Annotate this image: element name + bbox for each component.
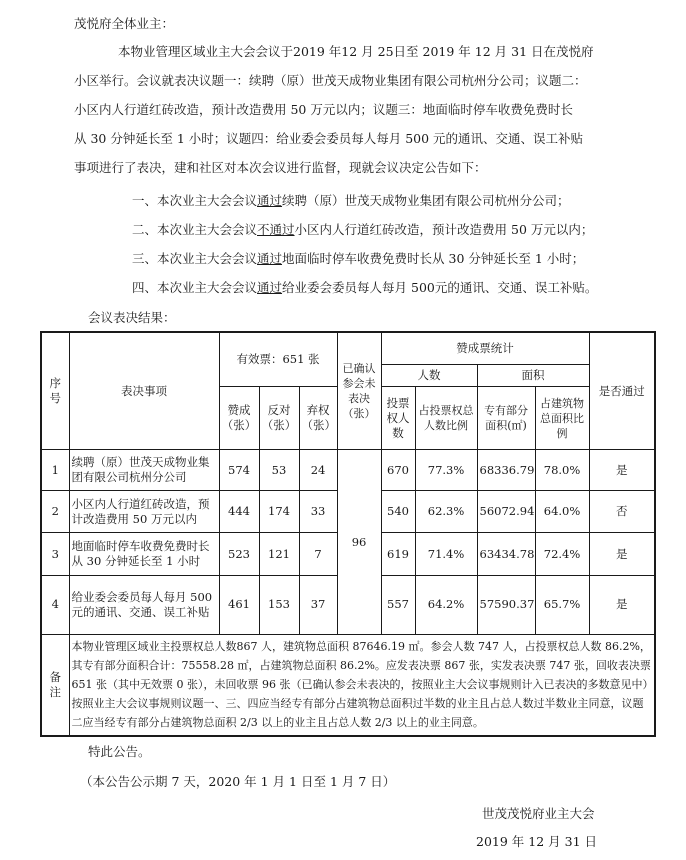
header-area: 面积 xyxy=(477,364,589,386)
row-area: 63434.78 xyxy=(477,533,535,576)
header-confirmed-not-voted: 已确认参会未表决（张） xyxy=(337,332,381,450)
row-item: 续聘（原）世茂天成物业集团有限公司杭州分公司 xyxy=(69,450,219,491)
row-passed: 是 xyxy=(589,533,655,576)
row-item: 地面临时停车收费免费时长从 30 分钟延长至 1 小时 xyxy=(69,533,219,576)
row-area-ratio: 78.0% xyxy=(535,450,589,491)
row-item: 给业委会委员每人每月 500 元的通讯、交通、误工补贴 xyxy=(69,576,219,635)
notice-date: 2019 年 12 月 31 日 xyxy=(476,834,597,849)
decision-result: 通过 xyxy=(257,251,283,266)
header-seq: 序号 xyxy=(41,332,69,450)
decision-result: 不通过 xyxy=(257,222,295,237)
header-exclusive-area: 专有部分面积(㎡) xyxy=(477,387,535,450)
row-abstain: 37 xyxy=(299,576,337,635)
row-oppose: 153 xyxy=(259,576,299,635)
decision-item: 三、本次业主大会会议通过地面临时停车收费免费时长从 30 分钟延长至 1 小时； xyxy=(132,251,585,266)
header-passed: 是否通过 xyxy=(589,332,655,450)
intro-line: 小区举行。会议就表决议题一：续聘（原）世茂天成物业集团有限公司杭州分公司；议题二： xyxy=(74,73,587,88)
header-people-ratio: 占投票权总人数比例 xyxy=(415,387,477,450)
row-approve: 574 xyxy=(219,450,259,491)
confirmed-not-voted-value: 96 xyxy=(337,450,381,635)
row-seq: 4 xyxy=(41,576,69,635)
intro-line: 从 30 分钟延长至 1 小时；议题四：给业委会委员每人每月 500 元的通讯、交通、误工补贴 xyxy=(74,131,584,146)
row-area-ratio: 65.7% xyxy=(535,576,589,635)
row-oppose: 174 xyxy=(259,490,299,533)
row-people-ratio: 64.2% xyxy=(415,576,477,635)
row-area-ratio: 72.4% xyxy=(535,533,589,576)
row-passed: 否 xyxy=(589,490,655,533)
row-area: 68336.79 xyxy=(477,450,535,491)
row-people-ratio: 71.4% xyxy=(415,533,477,576)
signature: 世茂茂悦府业主大会 xyxy=(482,806,595,821)
decision-item: 四、本次业主大会会议通过给业委会委员每人每月 500元的通讯、交通、误工补贴。 xyxy=(132,280,598,295)
row-approve: 523 xyxy=(219,533,259,576)
header-oppose: 反对（张） xyxy=(259,387,299,450)
intro-line: 本物业管理区域业主大会会议于2019 年12 月 25日至 2019 年 12 月 31 日在茂悦府 xyxy=(118,44,594,59)
row-people-ratio: 77.3% xyxy=(415,450,477,491)
row-abstain: 7 xyxy=(299,533,337,576)
decision-result: 通过 xyxy=(257,280,283,295)
row-voters: 670 xyxy=(381,450,415,491)
header-area-ratio: 占建筑物总面积比例 xyxy=(535,387,589,450)
row-approve: 444 xyxy=(219,490,259,533)
header-people: 人数 xyxy=(381,364,477,386)
row-abstain: 24 xyxy=(299,450,337,491)
header-abstain: 弃权（张） xyxy=(299,387,337,450)
header-item: 表决事项 xyxy=(69,332,219,450)
header-vote-holders: 投票权人数 xyxy=(381,387,415,450)
row-voters: 557 xyxy=(381,576,415,635)
row-area: 57590.37 xyxy=(477,576,535,635)
decision-item: 一、本次业主大会会议通过续聘（原）世茂天成物业集团有限公司杭州分公司； xyxy=(132,193,570,208)
row-passed: 是 xyxy=(589,450,655,491)
remarks-text: 本物业管理区域业主投票权总人数867 人，建筑物总面积 87646.19 ㎡。参会人数 747 人，占投票权总人数 86.2%，其专有部分面积合计：75558.28 ㎡，占建筑物总面积 86.2%。应发表决票 867 张，实发表决票 747 张，回收表决票 651 张（其中无效票 0 张），未回收票 96 张（已确认参会未表决的，按照业主大会议事规则计入已表决的多数意见中）按照业主大会议事规则议题一、三、四应当经专有部分占建筑物总面积过半数的业主且占总人数过半数业主同意，议题二应当经专有部分占建筑物总面积 2/3 以上的业主且占总人数 2/3 以上的业主同意。 xyxy=(69,634,655,736)
remarks-label: 备注 xyxy=(41,634,69,736)
closing-text: 特此公告。 xyxy=(88,744,151,759)
row-voters: 619 xyxy=(381,533,415,576)
row-seq: 1 xyxy=(41,450,69,491)
row-item: 小区内人行道红砖改造，预计改造费用 50 万元以内 xyxy=(69,490,219,533)
row-seq: 2 xyxy=(41,490,69,533)
row-oppose: 53 xyxy=(259,450,299,491)
row-people-ratio: 62.3% xyxy=(415,490,477,533)
row-oppose: 121 xyxy=(259,533,299,576)
row-voters: 540 xyxy=(381,490,415,533)
salutation: 茂悦府全体业主： xyxy=(74,16,175,31)
row-seq: 3 xyxy=(41,533,69,576)
row-approve: 461 xyxy=(219,576,259,635)
intro-line: 事项进行了表决，建和社区对本次会议进行监督，现就会议决定公告如下： xyxy=(74,160,487,175)
intro-line: 小区内人行道红砖改造，预计改造费用 50 万元以内；议题三：地面临时停车收费免费时长 xyxy=(74,102,573,117)
row-area-ratio: 64.0% xyxy=(535,490,589,533)
results-title: 会议表决结果： xyxy=(88,310,176,325)
row-area: 56072.94 xyxy=(477,490,535,533)
row-abstain: 33 xyxy=(299,490,337,533)
decision-result: 通过 xyxy=(257,193,283,208)
row-passed: 是 xyxy=(589,576,655,635)
header-approval-stats: 赞成票统计 xyxy=(381,332,589,364)
header-approve: 赞成（张） xyxy=(219,387,259,450)
table-row xyxy=(41,450,655,491)
voting-results-table xyxy=(40,331,656,737)
decision-item: 二、本次业主大会会议不通过小区内人行道红砖改造，预计改造费用 50 万元以内； xyxy=(132,222,594,237)
display-period: （本公告公示期 7 天，2020 年 1 月 1 日至 1 月 7 日） xyxy=(80,774,396,789)
remarks-row xyxy=(41,634,655,736)
header-valid-votes: 有效票：651 张 xyxy=(219,332,337,387)
